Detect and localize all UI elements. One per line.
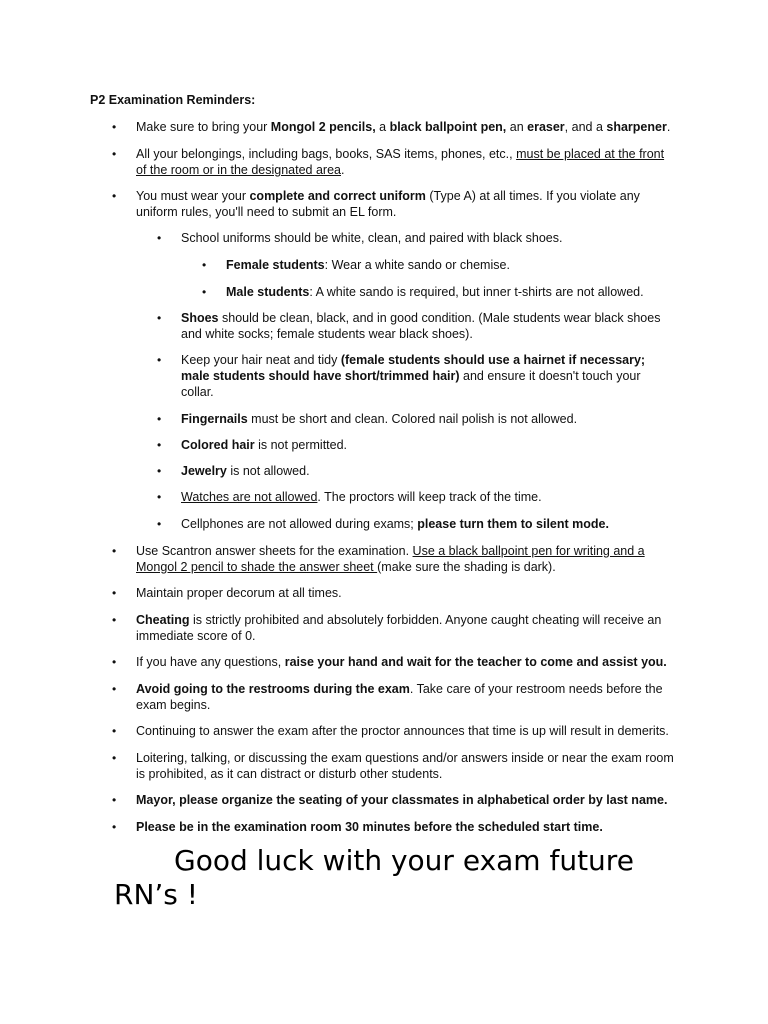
bullet-icon: • bbox=[157, 231, 162, 245]
bullet-icon: • bbox=[112, 544, 117, 558]
list-item-bring-supplies: • Make sure to bring your Mongol 2 pencils, a black ballpoint pen, an eraser, and a sharpener. bbox=[112, 120, 671, 134]
sublist-item-school-uniforms: • School uniforms should be white, clean, and paired with black shoes. bbox=[157, 231, 563, 245]
list-item-questions: • If you have any questions, raise your hand and wait for the teacher to come and assist you. bbox=[112, 655, 667, 669]
subsublist-item-male-students: • Male students: A white sando is required, but inner t-shirts are not allowed. bbox=[202, 285, 644, 299]
list-item-arrival-time: • Please be in the examination room 30 minutes before the scheduled start time. bbox=[112, 820, 603, 834]
bullet-icon: • bbox=[202, 285, 207, 299]
bullet-icon: • bbox=[157, 517, 162, 531]
list-item-scantron: • Use Scantron answer sheets for the examination. Use a black ballpoint pen for writing and a Mongol 2 pencil to shade the answer sheet (make sure the shading is dark). bbox=[112, 544, 645, 574]
bullet-icon: • bbox=[112, 613, 117, 627]
bullet-icon: • bbox=[157, 438, 162, 452]
bullet-icon: • bbox=[112, 682, 117, 696]
sublist-item-cellphones: • Cellphones are not allowed during exams; please turn them to silent mode. bbox=[157, 517, 609, 531]
list-item-mayor-seating: • Mayor, please organize the seating of your classmates in alphabetical order by last name. bbox=[112, 793, 668, 807]
list-item-restrooms: • Avoid going to the restrooms during the exam. Take care of your restroom needs before the exam begins. bbox=[112, 682, 663, 712]
bullet-icon: • bbox=[112, 655, 117, 669]
sublist-item-jewelry: • Jewelry is not allowed. bbox=[157, 464, 310, 478]
bullet-icon: • bbox=[157, 464, 162, 478]
list-item-uniform: • You must wear your complete and correct uniform (Type A) at all times. If you violate any uniform rules, you'll need to submit an EL form. bbox=[112, 189, 640, 219]
bullet-icon: • bbox=[157, 353, 162, 367]
list-item-loitering: • Loitering, talking, or discussing the exam questions and/or answers inside or near the exam room is prohibited, as it can distract or disturb other students. bbox=[112, 751, 674, 781]
bullet-icon: • bbox=[112, 793, 117, 807]
list-item-cheating: • Cheating is strictly prohibited and absolutely forbidden. Anyone caught cheating will receive an immediate score of 0. bbox=[112, 613, 662, 643]
bullet-icon: • bbox=[202, 258, 207, 272]
bullet-icon: • bbox=[112, 120, 117, 134]
sublist-item-hair: • Keep your hair neat and tidy (female students should use a hairnet if necessary; male students should have short/trimmed hair) and ensure it doesn't touch your collar. bbox=[157, 353, 646, 399]
bullet-icon: • bbox=[112, 724, 117, 738]
sublist-item-colored-hair: • Colored hair is not permitted. bbox=[157, 438, 348, 452]
bullet-icon: • bbox=[112, 586, 117, 600]
bullet-icon: • bbox=[112, 751, 117, 765]
bullet-icon: • bbox=[157, 490, 162, 504]
sublist-item-watches: • Watches are not allowed. The proctors will keep track of the time. bbox=[157, 490, 542, 504]
bullet-icon: • bbox=[157, 412, 162, 426]
sublist-item-fingernails: • Fingernails must be short and clean. Colored nail polish is not allowed. bbox=[157, 412, 578, 426]
bullet-icon: • bbox=[112, 189, 117, 203]
bullet-icon: • bbox=[112, 147, 117, 161]
list-item-decorum: • Maintain proper decorum at all times. bbox=[112, 586, 342, 600]
list-item-belongings: • All your belongings, including bags, books, SAS items, phones, etc., must be placed at the front of the room or in the designated area. bbox=[112, 147, 665, 177]
subsublist-item-female-students: • Female students: Wear a white sando or chemise. bbox=[202, 258, 510, 272]
bullet-icon: • bbox=[157, 311, 162, 325]
document-title: P2 Examination Reminders: bbox=[90, 93, 256, 107]
sublist-item-shoes: • Shoes should be clean, black, and in good condition. (Male students wear black shoes and white socks; female students wear black shoes). bbox=[157, 311, 661, 341]
list-item-time-up: • Continuing to answer the exam after the proctor announces that time is up will result in demerits. bbox=[112, 724, 669, 738]
closing-message: Good luck with your exam future RN’s ! bbox=[114, 844, 634, 911]
bullet-icon: • bbox=[112, 820, 117, 834]
